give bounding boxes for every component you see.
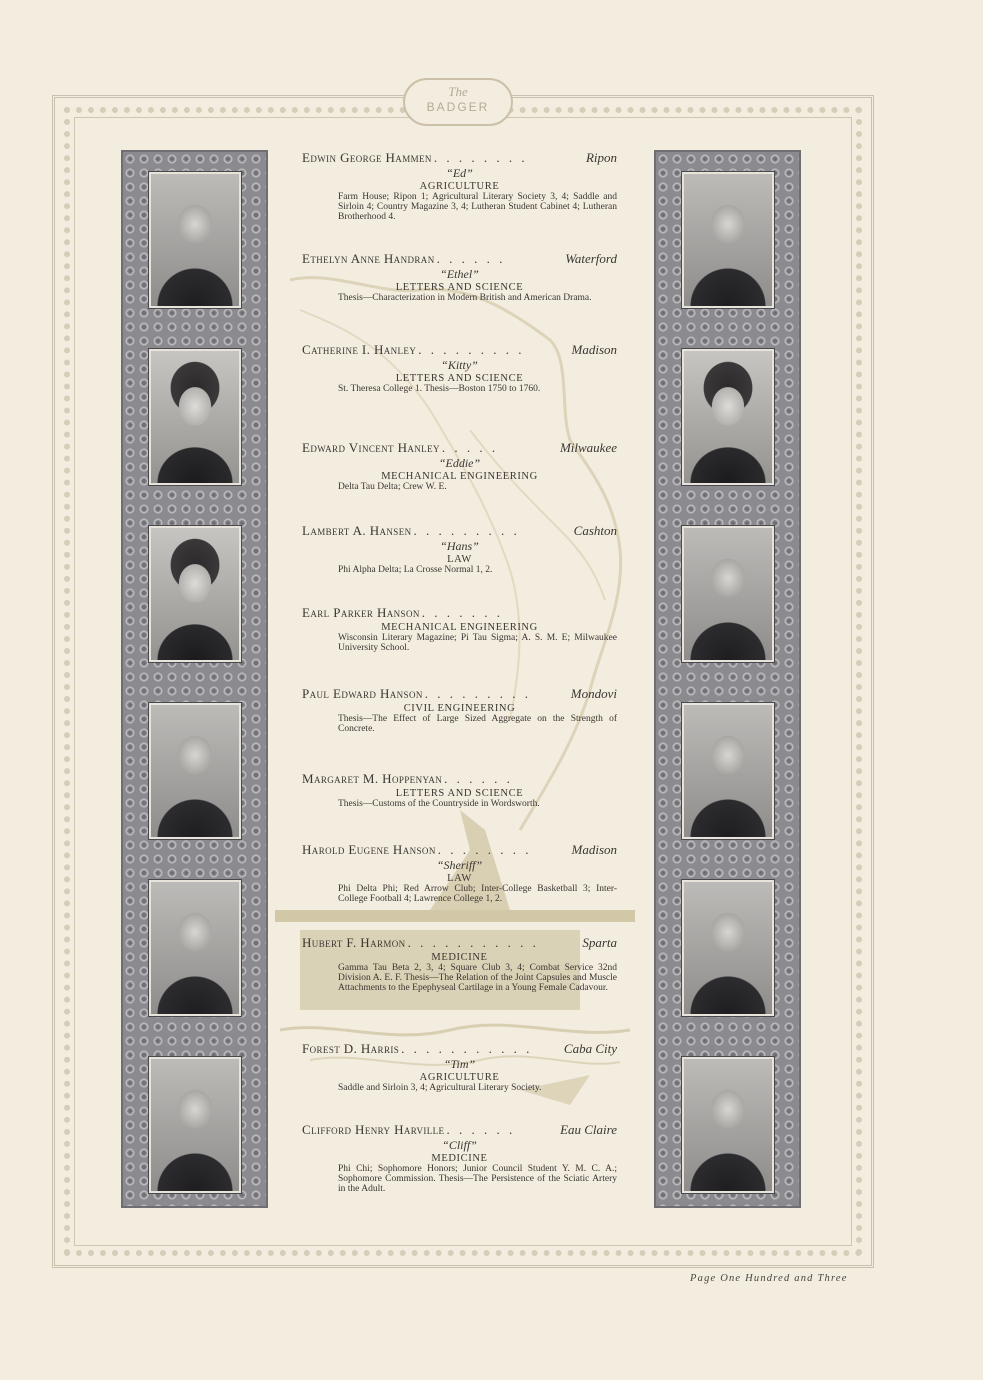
hometown: Caba City	[563, 1041, 617, 1056]
bio-entry	[302, 150, 617, 222]
activities: Delta Tau Delta; Crew W. E.	[338, 482, 447, 492]
bio-entry	[302, 605, 617, 653]
student-name: Harold Eugene Hanson	[302, 842, 436, 857]
hometown: Mondovi	[570, 686, 617, 701]
bio-entry	[302, 342, 617, 394]
activities: Thesis—The Effect of Large Sized Aggregate on the Strength of Concrete.	[338, 714, 617, 734]
college: MEDICINE	[431, 952, 488, 963]
activities: Phi Chi; Sophomore Honors; Junior Council Student Y. M. C. A.; Sophomore Commission. Thesis—The Persistence of the Sciatic Artery in the Adult.	[338, 1164, 617, 1194]
college: MECHANICAL ENGINEERING	[381, 471, 538, 482]
portrait-photo	[682, 172, 774, 308]
hometown: Ripon	[585, 150, 617, 165]
portrait-photo	[149, 880, 241, 1016]
portrait-photo	[682, 349, 774, 485]
bio-entry	[302, 935, 617, 993]
hometown: Milwaukee	[559, 440, 617, 455]
hometown: Eau Claire	[560, 1122, 617, 1137]
hometown: Cashton	[573, 523, 617, 538]
bio-entry	[302, 1122, 617, 1194]
portrait-photo	[682, 1057, 774, 1193]
student-name: Ethelyn Anne Handran	[302, 251, 435, 266]
student-name: Forest D. Harris	[302, 1041, 400, 1056]
cartouche-the: The	[448, 84, 468, 99]
activities: Thesis—Customs of the Countryside in Wordsworth.	[338, 799, 540, 809]
student-name: Lambert A. Hansen	[302, 523, 412, 538]
hometown: Waterford	[565, 251, 617, 266]
portrait-strip-left	[121, 150, 268, 1208]
college: LAW	[447, 554, 472, 565]
activities: Wisconsin Literary Magazine; Pi Tau Sigma; A. S. M. E; Milwaukee University School.	[338, 633, 617, 653]
nickname: “Eddie”	[438, 456, 481, 470]
student-name: Catherine I. Hanley	[302, 342, 417, 357]
college: LETTERS AND SCIENCE	[395, 282, 524, 293]
hometown: Sparta	[582, 935, 617, 950]
portrait-photo	[149, 703, 241, 839]
leader-dots: . . . . . . . . .	[418, 342, 525, 357]
student-name: Margaret M. Hoppenyan	[302, 771, 443, 786]
badger-cartouche	[403, 78, 513, 126]
student-name: Hubert F. Harmon	[302, 935, 406, 950]
bio-entry	[302, 523, 617, 575]
nickname: “Ed”	[446, 166, 473, 180]
activities: Farm House; Ripon 1; Agricultural Literary Society 3, 4; Saddle and Sirloin 4; Country Magazine 3, 4; Lutheran Student Cabinet 4; Lutheran Brotherhood 4.	[338, 192, 617, 222]
leader-dots: . . . . . . . . .	[424, 686, 532, 701]
portrait-photo	[149, 1057, 241, 1193]
leader-dots: . . . . . . . . . . .	[407, 935, 539, 950]
bio-entry	[302, 842, 617, 904]
hometown: Madison	[571, 842, 617, 857]
activities: Phi Delta Phi; Red Arrow Club; Inter-College Basketball 3; Inter-College Football 4; Lawrence College 1, 2.	[338, 884, 617, 904]
college: LAW	[447, 873, 472, 884]
activities: Gamma Tau Beta 2, 3, 4; Square Club 3, 4; Combat Service 32nd Division A. E. F. Thesis—The Relation of the Joint Capsules and Muscle Attachments to the Epephyseal Cartilage in a Young Female Cadavour.	[338, 963, 617, 993]
leader-dots: . . . . . .	[436, 251, 506, 266]
nickname: “Tim”	[443, 1057, 476, 1071]
college: CIVIL ENGINEERING	[403, 703, 516, 714]
hometown: Madison	[571, 342, 617, 357]
leader-dots: . . . . . . . .	[437, 842, 532, 857]
nickname: “Cliff”	[442, 1138, 477, 1152]
student-name: Edwin George Hammen	[302, 150, 432, 165]
college: MEDICINE	[431, 1153, 488, 1164]
nickname: “Sheriff”	[436, 858, 483, 872]
leader-dots: . . . . . .	[446, 1122, 516, 1137]
leader-dots: . . . . . . . . . . .	[401, 1041, 533, 1056]
portrait-strip-right	[654, 150, 801, 1208]
portrait-photo	[149, 172, 241, 308]
bio-entry	[302, 1041, 617, 1093]
nickname: “Hans”	[440, 539, 479, 553]
activities: Saddle and Sirloin 3, 4; Agricultural Literary Society.	[338, 1083, 542, 1093]
college: AGRICULTURE	[419, 1072, 500, 1083]
portrait-photo	[149, 349, 241, 485]
activities: Phi Alpha Delta; La Crosse Normal 1, 2.	[338, 565, 493, 575]
leader-dots: . . . . .	[441, 440, 499, 455]
leader-dots: . . . . . . . . .	[413, 523, 520, 538]
portrait-photo	[682, 526, 774, 662]
portrait-photo	[682, 703, 774, 839]
nickname: “Kitty”	[441, 358, 478, 372]
college: LETTERS AND SCIENCE	[395, 373, 524, 384]
bio-entry	[302, 771, 617, 809]
activities: Thesis—Characterization in Modern British and American Drama.	[338, 293, 592, 303]
leader-dots: . . . . . .	[444, 771, 513, 786]
college: MECHANICAL ENGINEERING	[381, 622, 538, 633]
portrait-photo	[682, 880, 774, 1016]
student-name: Earl Parker Hanson	[302, 605, 420, 620]
college: AGRICULTURE	[419, 181, 500, 192]
college: LETTERS AND SCIENCE	[395, 788, 524, 799]
student-name: Edward Vincent Hanley	[302, 440, 440, 455]
activities: St. Theresa College 1. Thesis—Boston 1750 to 1760.	[338, 384, 541, 394]
bio-entry	[302, 686, 617, 734]
bio-entry	[302, 251, 617, 303]
student-name: Clifford Henry Harville	[302, 1122, 445, 1137]
cartouche-title: BADGER	[426, 100, 490, 114]
portrait-photo	[149, 526, 241, 662]
leader-dots: . . . . . . .	[421, 605, 504, 620]
page-number: Page One Hundred and Three	[690, 1273, 848, 1284]
nickname: “Ethel”	[440, 267, 479, 281]
student-name: Paul Edward Hanson	[302, 686, 423, 701]
leader-dots: . . . . . . . .	[433, 150, 528, 165]
bio-entry	[302, 440, 617, 492]
